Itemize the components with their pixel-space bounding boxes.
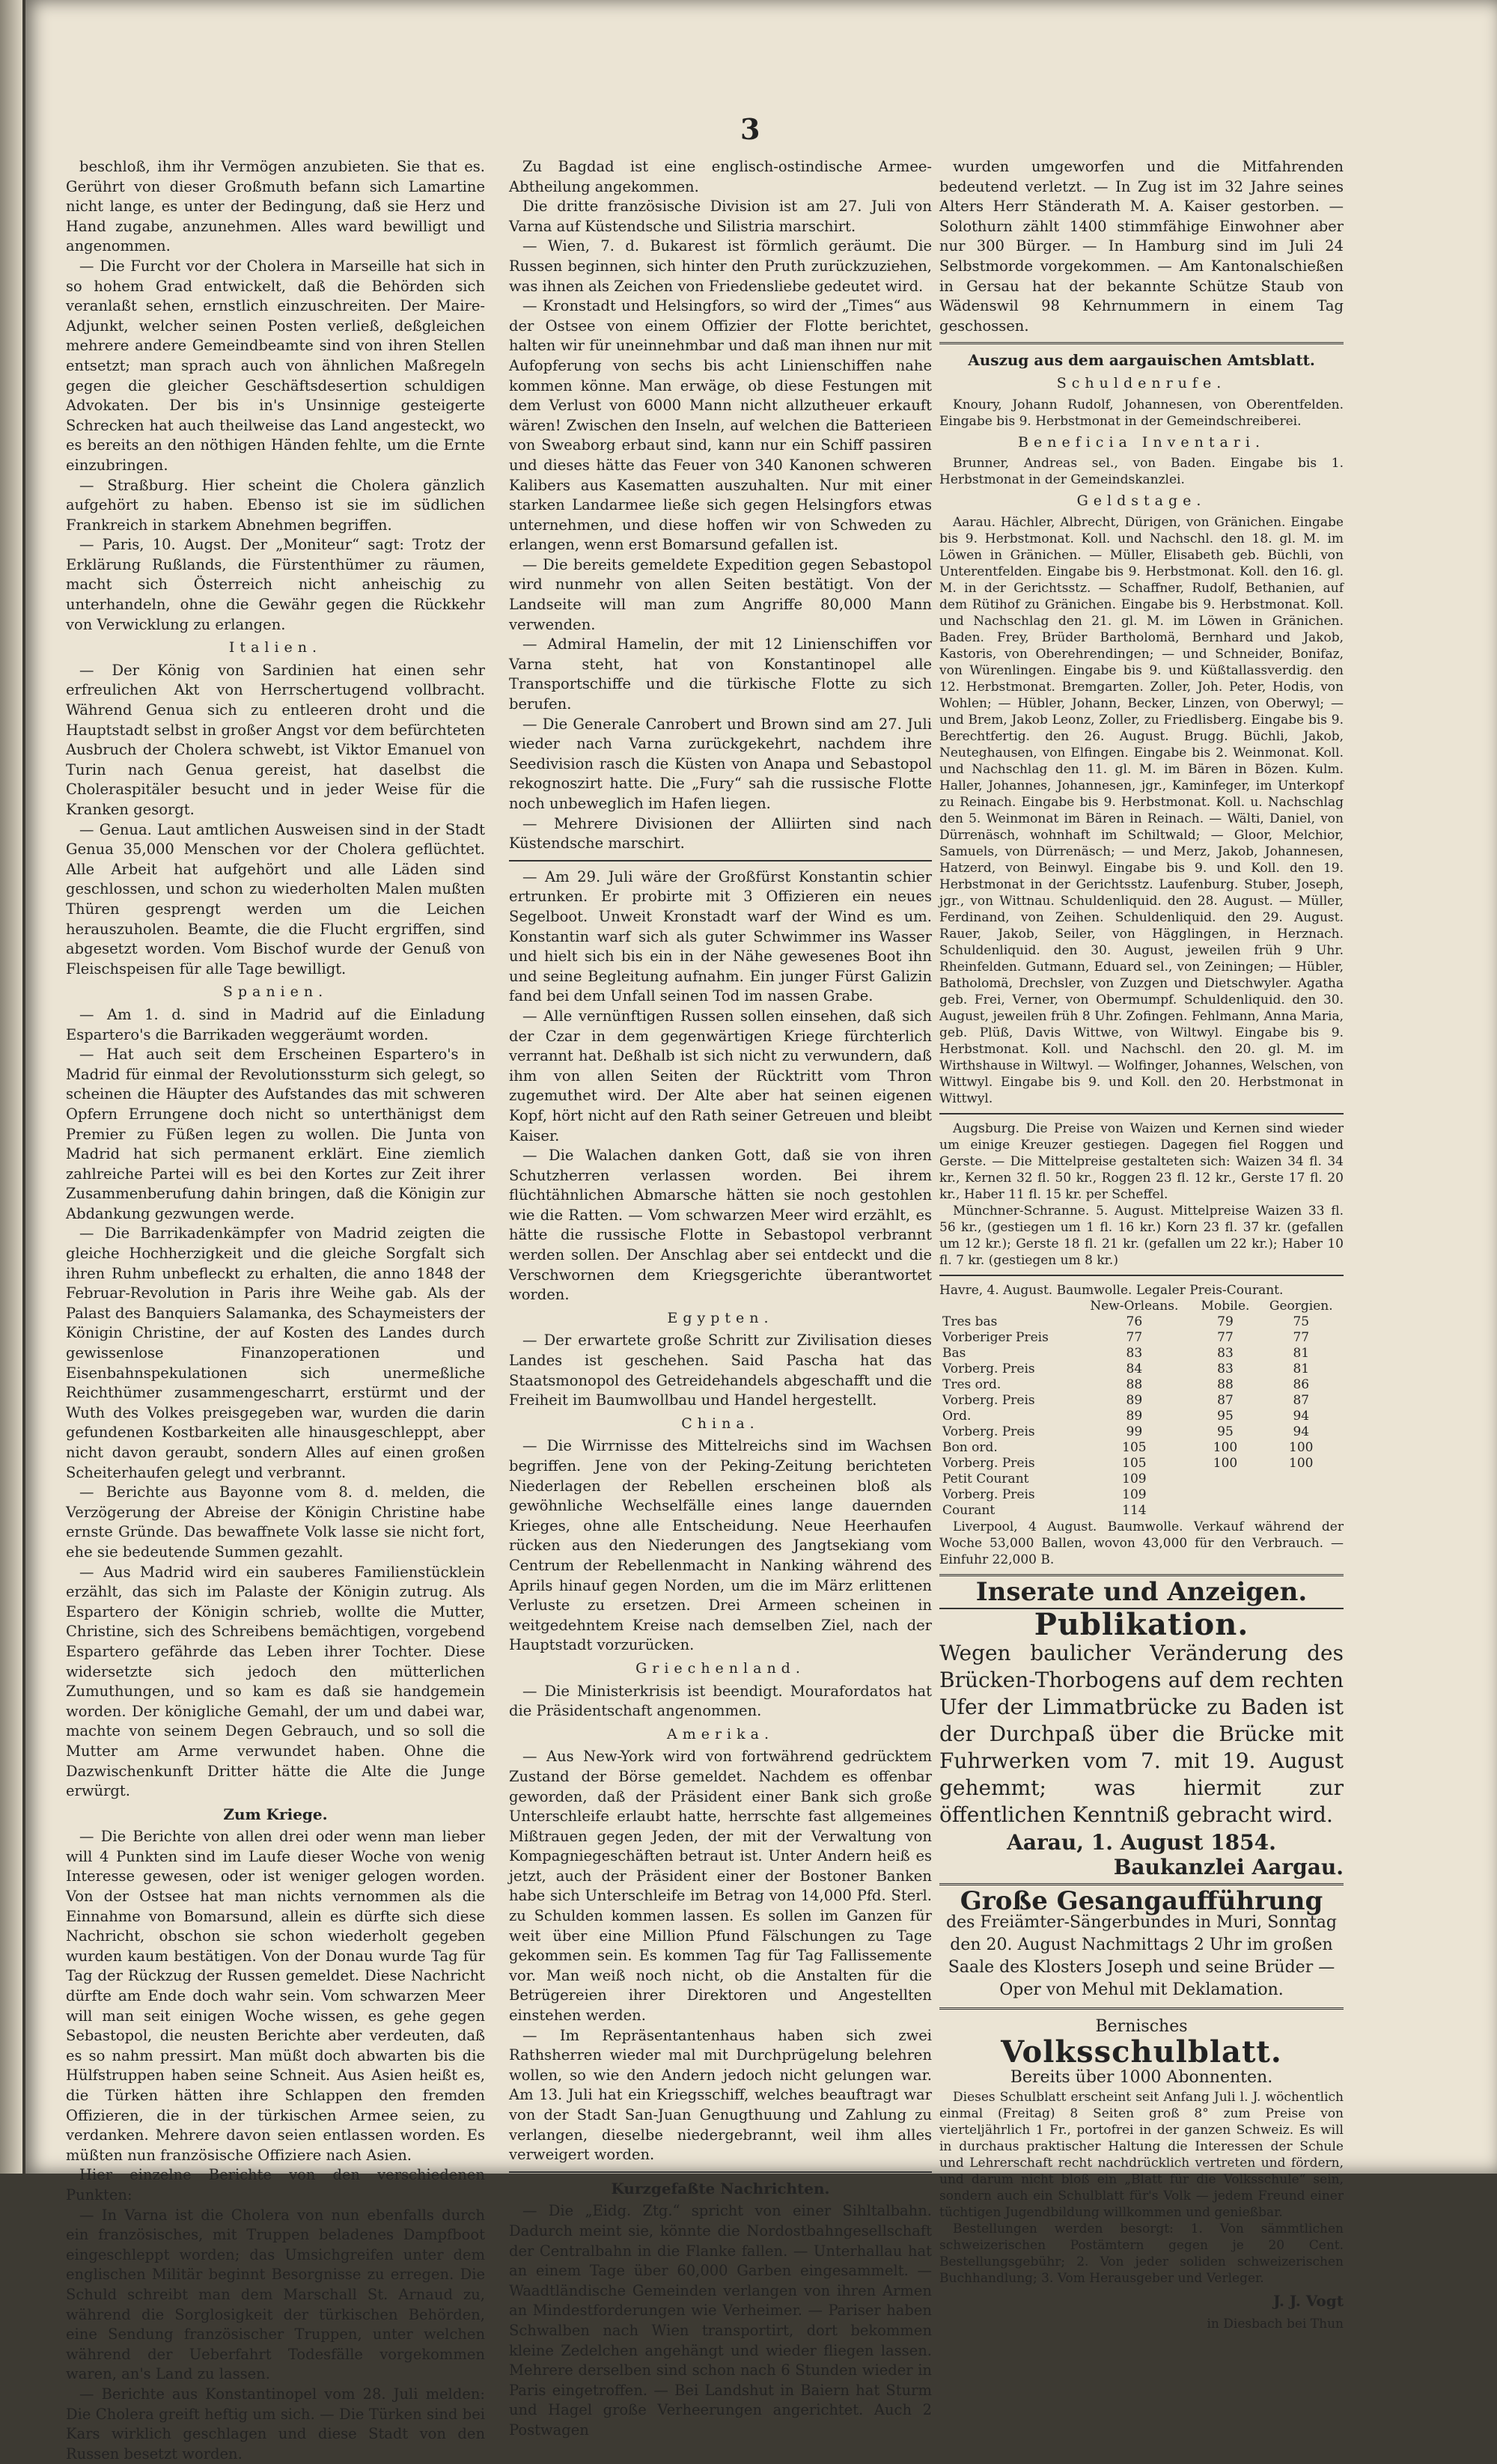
price-cell: 88 [1217,1376,1234,1392]
article-paragraph: — Paris, 10. Augst. Der „Moniteur“ sagt: Trotz der Erklärung Rußlands, die Fürstenthümer zu räumen, macht sich Österreich nicht anheischig zu unterhandeln, ohne die Gewähr gegen die Rückkehr von Verwicklung zu erlangen. [66,536,485,633]
price-cell: 100 [1289,1439,1314,1455]
table-row [939,1393,1344,1409]
price-cell: 100 [1289,1455,1314,1471]
divider [509,2171,932,2173]
table-row [939,1409,1344,1424]
schoolpaper-place: in Diesbach bei Thun [1207,2316,1344,2332]
price-cell: 83 [1217,1345,1234,1361]
price-cell: 77 [1217,1329,1234,1345]
price-cell [1259,1487,1344,1503]
section-heading: Spanien. [222,984,329,1001]
grade-label: Petit Courant [942,1471,1029,1486]
price-table [939,1299,1344,1519]
price-cell: 75 [1293,1314,1310,1329]
article-paragraph: — Die Walachen danken Gott, daß sie von ihren Schutzherren verlassen worden. Bei ihrem flüchtähnlichen Abmarsche hätten sie noch gestohlen wie die Ratten. — Vom schwarzen Meer wird erzählt, es hätte die russische Flotte in Sebastopol verbrannt werden sollen. Der Anschlag aber sei entdeckt und die Verschwornen dem Kriegsgerichte überantwortet worden. [509,1147,932,1304]
article-paragraph: Zu Bagdad ist eine englisch-ostindische Armee-Abtheilung angekommen. [509,158,932,195]
table-header: New-Orleans. [1090,1298,1179,1314]
table-row [939,1346,1344,1361]
schoolpaper-text: Dieses Schulblatt erscheint seit Anfang Juli l. J. wöchentlich einmal (Freitag) 8 Seiten groß 8° zum Preise von vierteljährlich 1 Fr., portofrei in der ganzen Schweiz. Es will in durchaus praktischer Haltung die Interessen der Schule und Lehrerschaft recht nachdrücklich vertreten und fördern, und darum nicht bloß ein „Blatt für die Volksschule“ sein, sondern auch ein Schulblatt für's Volk — jedem Freund einer tüchtigen Jugendbildung willkommen und genießbar. [939,2090,1344,2221]
table-header: Georgien. [1269,1298,1333,1314]
price-cell: 99 [1126,1424,1143,1439]
price-cell [1259,1503,1344,1519]
price-cell [1192,1487,1258,1503]
article-paragraph: — Mehrere Divisionen der Alliirten sind nach Küstendsche marschirt. [509,814,932,853]
schoolpaper-title: Volksschulblatt. [1001,2034,1282,2070]
grade-label: Vorberiger Preis [942,1329,1049,1345]
table-row [939,1487,1344,1503]
column-2 [509,157,932,2439]
concert-text: des Freiämter-Sängerbundes in Muri, Sonntag den 20. August Nachmittags 2 Uhr im großen Saale des Klosters Joseph und seine Brüder — Oper von Mehul mit Deklamation. [946,1912,1337,1999]
section-heading: Auszug aus dem aargauischen Amtsblatt. [968,351,1315,370]
schoolpaper-prefix: Bernisches [1095,2016,1188,2036]
price-cell: 105 [1122,1455,1147,1471]
price-cell: 89 [1126,1408,1143,1424]
price-table-heading: Havre, 4. August. Baumwolle. Legaler Preis-Courant. [939,1282,1284,1298]
section-heading: Egypten. [667,1309,774,1326]
book-binding-edge [0,0,22,2174]
price-cell: 81 [1293,1361,1310,1376]
price-cell: 77 [1293,1329,1310,1345]
price-cell: 95 [1217,1424,1234,1439]
table-row [939,1440,1344,1456]
section-heading: Schuldenrufe. [1056,374,1227,391]
article-paragraph: — Berichte aus Konstantinopel vom 28. Juli melden: Die Cholera greift heftig um sich. — Die Türken sind bei Kars wirklich geschlagen und diese Stadt von den Russen besetzt worden. [66,2385,485,2463]
price-cell [1259,1472,1344,1487]
concert-title: Große Gesangaufführung [960,1886,1323,1917]
article-paragraph: — Kronstadt und Helsingfors, so wird der „Times“ aus der Ostsee von einem Offizier der Flotte berichtet, halten wir für uneinnehmbar und daß man ihnen nur mit Aufopferung von sechs bis acht Linienschiffen nahe kommen könne. Man erwäge, ob diese Festungen mit dem Verlust von 6000 Mann nicht allzutheuer erkauft wären! Zwischen den Inseln, auf welchen die Batterieen von Sweaborg erbaut sind, kann nur ein Schiff passiren und dieses hätte das Feuer von 340 Kanonen schweren Kalibers aus Kasematten auszuhalten. Nur mit einer starken Landarmee ließe sich gegen Helsingfors etwas unternehmen, und diese hoffen wir von Schweden zu erlangen, wenn erst Bomarsund gefallen ist. [509,297,932,554]
article-paragraph: — Alle vernünftigen Russen sollen einsehen, daß sich der Czar in dem gegenwärtigen Kriege fürchterlich verrannt hat. Deßhalb ist sich nicht zu verwundern, daß ihm von allen Seiten der Rücktritt vom Thron zugemuthet wird. Der Alte aber hat seinen eigenen Kopf, hört nicht auf den Rath seiner Getreuen und bleibt Kaiser. [509,1007,932,1144]
section-heading: Kurzgefaßte Nachrichten. [611,2179,830,2198]
article-paragraph: — Die „Eidg. Ztg.“ spricht von einer Sihltalbahn. Dadurch meint sie, könnte die Nordostbahngesellschaft der Centralbahn in die Flanke fallen. — Unterhallau hat an einem Tage über 60,000 Garben eingesammelt. — Waadtländische Gemeinden verlangen von ihren Armen an Mindestforderungen wie Verheimer. — Pariser haben Schwalben nach Wien transportirt, dort bekommen kleine Zedelchen angehängt und wieder fliegen lassen. Mehrere derselben sind schon nach 6 Stunden wieder in Paris eingetroffen. — Bei Landshut in Baiern hat Sturm und Hagel große Verheerungen angerichtet. Auch 2 Postwagen [509,2202,932,2439]
table-row [939,1361,1344,1377]
price-cell: 84 [1126,1361,1143,1376]
grade-label: Vorberg. Preis [942,1361,1035,1376]
article-paragraph: — Die Wirrnisse des Mittelreichs sind im Wachsen begriffen. Jene von der Peking-Zeitung berichteten Niederlagen der Rebellen erscheinen bloß als gewöhnliche Wechselfälle eines lange dauernden Krieges, ohne alle Entscheidung. Neue Heerhaufen rücken aus den Niederungen des Jangtsekiang vom Centrum der Rebellenmacht in Nanking während des Aprils hinauf gegen Norden, um die im März erlittenen Verluste zu ersetzen. Drei Armeen scheinen in weitgedehntem Kreise nach demselben Ziel, nach der Hauptstadt vorzurücken. [509,1437,932,1654]
price-cell: 94 [1293,1424,1310,1439]
price-cell: 81 [1293,1345,1310,1361]
grade-label: Vorberg. Preis [942,1486,1035,1502]
section-heading: Beneficia Inventari. [1018,433,1265,451]
article-paragraph: — Am 29. Juli wäre der Großfürst Konstantin schier ertrunken. Er probirte mit 3 Offizieren ein neues Segelboot. Unweit Kronstadt warf der Wind es um. Konstantin warf sich als guter Schwimmer ins Wasser und hielt sich bis ein in der Nähe gewesenes Boot ihn und seine Begleitung aufnahm. Ein junger Fürst Galizin fand bei dem Unfall seinen Tod im nassen Grabe. [509,867,932,1005]
price-cell: 88 [1126,1376,1143,1392]
column-1 [66,157,485,2463]
divider [509,860,932,862]
market-report: Münchner-Schranne. 5. August. Mittelpreise Waizen 33 fl. 56 kr., (gestiegen um 1 fl. 16 kr.) Korn 23 fl. 37 kr. (gefallen um 12 kr.); Gerste 18 fl. 21 kr. (gefallen um 22 kr.); Haber 10 fl. 7 kr. (gestiegen um 8 kr.) [939,1203,1344,1268]
price-cell: 83 [1217,1361,1234,1376]
grade-label: Vorberg. Preis [942,1392,1035,1408]
ads-section-title: Inserate und Anzeigen. [975,1576,1308,1607]
table-row [939,1472,1344,1487]
divider [939,1574,1344,1576]
table-row [939,1456,1344,1472]
price-cell: 100 [1213,1439,1238,1455]
price-cell [1192,1503,1258,1519]
price-cell: 100 [1213,1455,1238,1471]
table-row [939,1314,1344,1330]
price-cell: 87 [1293,1392,1310,1408]
publication-title: Publikation. [1034,1607,1249,1643]
price-cell: 109 [1122,1486,1147,1502]
article-paragraph: — In Varna ist die Cholera von nun ebenfalls durch ein französisches, mit Truppen beladenes Dampfboot eingeschleppt worden; das Umsichgreifen unter dem englischen Militär beginnt Besorgnisse zu erregen. Die Schuld schreibt man dem Marschall St. Arnaud zu, während die Sorglosigkeit der türkischen Behörden, eine Sendung französischer Truppen, unter welchen während der Ueberfahrt Todesfälle vorgekommen waren, an's Land zu lassen. [66,2206,485,2383]
table-header: Mobile. [1201,1298,1250,1314]
article-paragraph: — Die Berichte von allen drei oder wenn man lieber will 4 Punkten sind im Laufe dieser Woche von wenig Interesse gewesen, oder ist weniger gelogen worden. Von der Ostsee hat man nichts vernommen als die Einnahme von Bomarsund, allein es dürfte sich diese Nachricht, obschon sie schon wiederholt gegeben wurden kaum bestätigen. Von der Donau wurde Tag für Tag der Rückzug der Russen gemeldet. Diese Nachricht dürfte am Ende doch wahr sein. Vom schwarzen Meer will man seit einigen Woche wissen, es gehe gegen Sebastopol, die neusten Berichte aber verdeuten, daß es so nahm pressirt. Man müßt doch abwarten bis die Hülfstruppen haben seine Schneit. Aus Asien heißt es, die Türken hätten ihre Schlappen den fremden Offizieren, die in der türkischen Armee seien, zu verdanken. Mehrere davon seien entlassen worden. Es müßten nun französische Offiziere nach Asien. [66,1828,485,2164]
grade-label: Tres ord. [942,1376,1001,1392]
table-row [939,1424,1344,1440]
notice-text: Brunner, Andreas sel., von Baden. Eingabe bis 1. Herbstmonat in der Gemeindskanzlei. [939,456,1344,488]
table-header-row [939,1299,1344,1314]
article-paragraph: wurden umgeworfen und die Mitfahrenden bedeutend verletzt. — In Zug ist im 32 Jahre seines Alters Herr Ständerath M. A. Kaiser gestorben. — Solothurn zählt 1400 stimmfähige Einwohner aber nur 300 Bürger. — In Hamburg sind im Juli 24 Selbstmorde vorgekommen. — Am Kantonalschießen in Gersau hat der bekannte Schütze Staub von Wädenswil 98 Kehrnummern in einem Tag geschossen. [939,158,1344,335]
article-paragraph: — Wien, 7. d. Bukarest ist förmlich geräumt. Die Russen beginnen, sich hinter den Pruth zurückzuziehen, was ihnen als Zeichen von Friedensliebe gedeutet wird. [509,237,932,295]
publication-text: Wegen baulicher Veränderung des Brücken-Thorbogens auf dem rechten Ufer der Limmatbrücke zu Baden ist der Durchpaß über die Brücke mit Fuhrwerken vom 7. mit 19. August gehemmt; was hiermit zur öffentlichen Kenntniß gebracht wird. [939,1640,1344,1827]
divider [939,1883,1344,1885]
article-paragraph: — Straßburg. Hier scheint die Cholera gänzlich aufgehört zu haben. Ebenso ist sie im südlichen Frankreich in starkem Abnehmen begriffen. [66,476,485,534]
article-paragraph: — Die Generale Canrobert und Brown sind am 27. Juli wieder nach Varna zurückgekehrt, nachdem ihre Seedivision rasch die Küsten von Anapa und Sebastopol rekognoszirt hatte. Die „Fury“ sah die russische Flotte noch unbeweglich im Hafen liegen. [509,715,932,812]
article-paragraph: — Der erwartete große Schritt zur Zivilisation dieses Landes ist geschehen. Said Pascha hat das Staatsmonopol des Getreidehandels abgeschafft und die Freiheit im Baumwollbau und Handel hergestellt. [509,1332,932,1409]
divider [939,1113,1344,1114]
price-cell: 105 [1122,1439,1147,1455]
grade-label: Ord. [942,1408,972,1424]
article-paragraph: Die dritte französische Division ist am 27. Juli von Varna auf Küstendsche und Silistria marschirt. [509,198,932,235]
article-paragraph: Hier einzelne Berichte von den verschiedenen Punkten: [66,2166,485,2204]
market-report: Augsburg. Die Preise von Waizen und Kernen sind wieder um einige Kreuzer gestiegen. Dagegen fiel Roggen und Gerste. — Die Mittelpreise gestalteten sich: Waizen 34 fl. 34 kr., Kernen 32 fl. 50 kr., Roggen 23 fl. 12 kr., Gerste 17 fl. 20 kr., Haber 11 fl. 15 kr. per Scheffel. [939,1120,1344,1202]
article-paragraph: — Berichte aus Bayonne vom 8. d. melden, die Verzögerung der Abreise der Königin Christine habe ernste Gründe. Das bewaffnete Volk lasse sie nicht fort, ehe sie bedeutende Summen gezahlt. [66,1483,485,1561]
article-paragraph: beschloß, ihm ihr Vermögen anzubieten. Sie that es. Gerührt von dieser Großmuth befann sich Lamartine nicht lange, es unter der Bedingung, daß sie Herz und Hand zugabe, anzunehmen. Alles ward bewilligt und angenommen. [66,158,485,255]
section-heading: Italien. [228,639,323,656]
market-report: Liverpool, 4 August. Baumwolle. Verkauf während der Woche 53,000 Ballen, wovon 43,000 für den Verbrauch. — Einfuhr 22,000 B. [939,1519,1344,1567]
article-paragraph: — Die Ministerkrisis ist beendigt. Mourafordatos hat die Präsidentschaft angenommen. [509,1682,932,1720]
publication-signature: Baukanzlei Aargau. [1113,1854,1344,1879]
section-heading: Geldstage. [1076,493,1207,510]
price-cell: 94 [1293,1408,1310,1424]
notice-text: Aarau. Hächler, Albrecht, Dürigen, von Gränichen. Eingabe bis 9. Herbstmonat. Koll. und Nachschl. den 18. gl. M. im Löwen in Gränichen. — Müller, Elisabeth geb. Büchli, von Unterentfelden. Eingabe bis 9. Herbstmonat. Koll. den 16. gl. M. in der Gerichtsstz. — Schaffner, Rudolf, Bethanien, auf dem Rütihof zu Gränichen. Eingabe bis 9. Herbstmonat. Koll. und Nachschlag den 21. gl. M. im Löwen in Gränichen. Baden. Frey, Brüder Bartholomä, Bernhard und Jakob, Kastoris, von Oberehrendingen; — und Schneider, Bonifaz, von Würenlingen. Eingabe bis 9. und Küßtallassverdig. den 12. Herbstmonat. Bremgarten. Zoller, Joh. Peter, Hodis, von Wohlen; — Hübler, Johann, Becker, Linzen, von Oberwyl; — und Brem, Jakob Leonz, Zoller, zu Friedlisberg. Eingabe bis 9. Berechtfertig. den 26. August. Brugg. Büchli, Jakob, Neuteghausen, von Elfingen. Eingabe bis 2. Weinmonat. Koll. und Nachschlag den 11. gl. M. im Bären in Bözen. Kulm. Haller, Johannes, Johannesen, jgr., Kaminfeger, im Unterkopf zu Reinach. Eingabe bis 9. Herbstmonat. Koll. u. Nachschlag den 5. Weinmonat im Bären in Reinach. — Wälti, Daniel, von Dürrenäsch, wohnhaft im Schiltwald; — Gloor, Melchior, Samuels, von Dürrenäsch; — und Merz, Jakob, Johannesen, Hatzerd, von Beinwyl. Eingabe bis 9. und Koll. den 19. Herbstmonat in der Gerichtsstz. Laufenburg. Stuber, Joseph, jgr., von Wittnau. Schuldenliquid. den 28. August. — Müller, Ferdinand, von Zeihen. Schuldenliquid. den 29. August. Rauer, Jakob, Seiler, von Hägglingen, in Herznach. Schuldenliquid. den 30. August, jeweilen früh 9 Uhr. Rheinfelden. Gutmann, Eduard sel., von Zeiningen; — Hübler, Batholomä, Drechsler, von Zuzgen und Dietschwyler. Agatha geb. Frei, Verner, von Obermumpf. Schuldenliquid. den 30. August, jeweilen früh 8 Uhr. Zofingen. Fehlmann, Anna Maria, geb. Plüß, Davis Wittwe, von Wiltwyl. Eingabe bis 9. Herbstmonat. Koll. und Nachschl. den 20. gl. M. im Wirthshause in Wiltwyl. — Wolfinger, Johannes, Welschen, von Wittwyl. Eingabe bis 9. und Koll. den 20. Herbstmonat in Wittwyl. [939,514,1344,1106]
article-paragraph: — Die Barrikadenkämpfer von Madrid zeigten die gleiche Hochherzigkeit und die gleiche Sorgfalt sich ihren Ruhm unbefleckt zu erhalten, die anno 1848 der Februar-Revolution in Paris ihre Weihe gab. Als der Palast des Banquiers Salamanka, des Schaymeisters der Königin Christine, der auf Kosten des Landes durch gewissenlose Finanzoperationen und Eisenbahnspekulationen sich unermeßliche Reichthümer zusammengescharrt, erstürmt und der Wuth des Volkes preisgegeben war, wurden die darin gefundenen Kostbarkeiten alle hinausgeschleppt, aber nicht davon geraubt, sondern Alles auf einen großen Scheiterhaufen gelegt und verbrannt. [66,1225,485,1481]
price-cell: 79 [1217,1314,1234,1329]
article-paragraph: — Die Furcht vor der Cholera in Marseille hat sich in so hohem Grad entwickelt, daß die Behörden sich veranlaßt sehen, ernstlich einzuschreiten. Der Maire-Adjunkt, welcher seinen Posten verließ, deßgleichen mehrere andere Gemeindbeamte sind von ihren Stellen entsetzt; man sprach auch von ähnlichen Maßregeln gegen die gleicher Geschäftsdesertion schuldigen Advokaten. Der bis in's Unsinnige gesteigerte Schrecken hat auch theilweise das Land angesteckt, wo es bereits an den nöthigen Händen fehlte, um die Ernte einzubringen. [66,257,485,474]
schoolpaper-signature: J. J. Vogt [1273,2292,1344,2311]
price-cell [1192,1472,1258,1487]
price-cell: 86 [1293,1376,1310,1392]
price-cell: 83 [1126,1345,1143,1361]
grade-label: Vorberg. Preis [942,1455,1035,1471]
price-table-body [939,1314,1344,1519]
price-cell: 109 [1122,1471,1147,1486]
grade-label: Bas [942,1345,966,1361]
table-row [939,1330,1344,1346]
price-cell: 114 [1122,1502,1147,1518]
table-row [939,1503,1344,1519]
price-cell: 95 [1217,1408,1234,1424]
article-paragraph: — Der König von Sardinien hat einen sehr erfreulichen Akt von Herrschertugend vollbracht. Während Genua sich zu entleeren droht und die Hauptstadt selbst in großer Angst vor dem befürchteten Ausbruch der Cholera schwebt, ist Viktor Emanuel von Turin nach Genua gereist, hat daselbst die Choleraspitäler besucht und in jeder Weise für die Kranken gesorgt. [66,661,485,818]
column-3 [939,157,1344,2332]
section-heading: China. [681,1415,760,1432]
divider [939,342,1344,344]
section-heading: Griechenland. [635,1659,805,1677]
article-paragraph: — Aus New-York wird von fortwährend gedrücktem Zustand der Börse gemeldet. Nachdem es offenbar geworden, daß der Präsident einer Bank sich große Unterschleife erlaubt hatte, herrschte fast allgemeines Mißtrauen gegen Jeden, der mit der Verwaltung von Kompagniegeschäften betraut ist. Unter Andern heiß es jetzt, auch der Präsident einer der Bostoner Banken habe sich Unterschleife im Betrag von 14,000 Pfd. Sterl. zu Schulden kommen lassen. Es sollen im Ganzen für weit über eine Million Pfund Fälschungen zu Tage gekommen sein. Es kommen Tag für Tag Fallissemente vor. Man weiß noch nicht, ob die Anstalten für die Betrügereien ihrer Direktoren und Angestellten einstehen werden. [509,1748,932,2025]
table-row [939,1377,1344,1393]
schoolpaper-order: Bestellungen werden besorgt: 1. Von sämmtlichen schweizerischen Postämtern gegen je 20 Cent. Bestellungsgebühr; 2. Von jeder soliden schweizerischen Buchhandlung; 3. Vom Herausgeber und Verleger. [939,2221,1344,2287]
grade-label: Tres bas [942,1314,998,1329]
publication-date: Aarau, 1. August 1854. [1007,1829,1276,1855]
article-paragraph: — Hat auch seit dem Erscheinen Espartero's in Madrid für einmal der Revolutionssturm sich gelegt, so scheinen die Häupter des Aufstandes das mit schweren Opfern Errungene doch nicht so unterthänigst dem Premier zu Füßen legen zu wollen. Die Junta von Madrid hat sich permanent erklärt. Eine ziemlich zahlreiche Partei will es bei den Kortes zur Zeit ihrer Zusammenberufung dahin bringen, daß die Königin zur Abdankung gezwungen werde. [66,1046,485,1222]
article-paragraph: — Im Repräsentantenhaus haben sich zwei Rathsherren wieder mal mit Durchprügelung belehren wollen, so wie den Andern jedoch nicht gelungen war. Am 13. Juli hat ein Kriegsschiff, welches beauftragt war von der Stadt San-Juan Genugthuung und Zahlung zu verlangen, dieselbe niedergebrannt, weil ihm alles verweigert worden. [509,2026,932,2164]
section-heading: Zum Kriege. [223,1805,328,1823]
schoolpaper-subtitle: Bereits über 1000 Abonnenten. [1010,2068,1273,2088]
price-cell: 76 [1126,1314,1143,1329]
section-heading: Amerika. [666,1725,775,1742]
price-cell: 87 [1217,1392,1234,1408]
article-paragraph: — Am 1. d. sind in Madrid auf die Einladung Espartero's die Barrikaden weggeräumt worden. [66,1005,485,1043]
price-cell: 77 [1126,1329,1143,1345]
notice-text: Knoury, Johann Rudolf, Johannesen, von Oberentfelden. Eingabe bis 9. Herbstmonat in der Gemeindschreiberei. [939,397,1344,429]
divider [939,2007,1344,2010]
divider [939,1275,1344,1276]
article-paragraph: — Die bereits gemeldete Expedition gegen Sebastopol wird nunmehr von allen Seiten bestätigt. Von der Landseite will man zum Angriffe 80,000 Mann verwenden. [509,555,932,633]
article-paragraph: — Genua. Laut amtlichen Ausweisen sind in der Stadt Genua 35,000 Menschen vor der Cholera geflüchtet. Alle Arbeit hat aufgehört und alle Läden sind geschlossen, und schon zu wiederholten Malen mußten Thüren gesprengt werden um die Leichen herauszuholen. Beamte, die die Flucht ergriffen, sind abgesetzt worden. Vom Bischof wurde der Genuß von Fleischspeisen für alle Tage bewilligt. [66,820,485,978]
grade-label: Vorberg. Preis [942,1424,1035,1439]
grade-label: Bon ord. [942,1439,998,1455]
page-number: 3 [740,112,760,146]
grade-label: Courant [942,1502,996,1518]
price-cell: 89 [1126,1392,1143,1408]
article-paragraph: — Aus Madrid wird ein sauberes Familienstücklein erzählt, das sich im Palaste der Königin zutrug. Als Espartero der Königin schrieb, wollte die Mutter, Christine, sich des Schreibens bemächtigen, vorgebend Espartero gefährde das Leben ihrer Tochter. Diese widersetzte sich jedoch den mütterlichen Zumuthungen, und so kam es daß sie handgemein worden. Der königliche Gemahl, der um und dabei war, machte von seinem Degen Gebrauch, und so soll die Mutter am Arme verwundet haben. Ohne die Dazwischenkunft Dritter hätte die Alte die Junge erwürgt. [66,1563,485,1800]
article-paragraph: — Admiral Hamelin, der mit 12 Linienschiffen vor Varna steht, hat von Konstantinopel alle Transportschiffe und die türkische Flotte zu sich berufen. [509,635,932,713]
